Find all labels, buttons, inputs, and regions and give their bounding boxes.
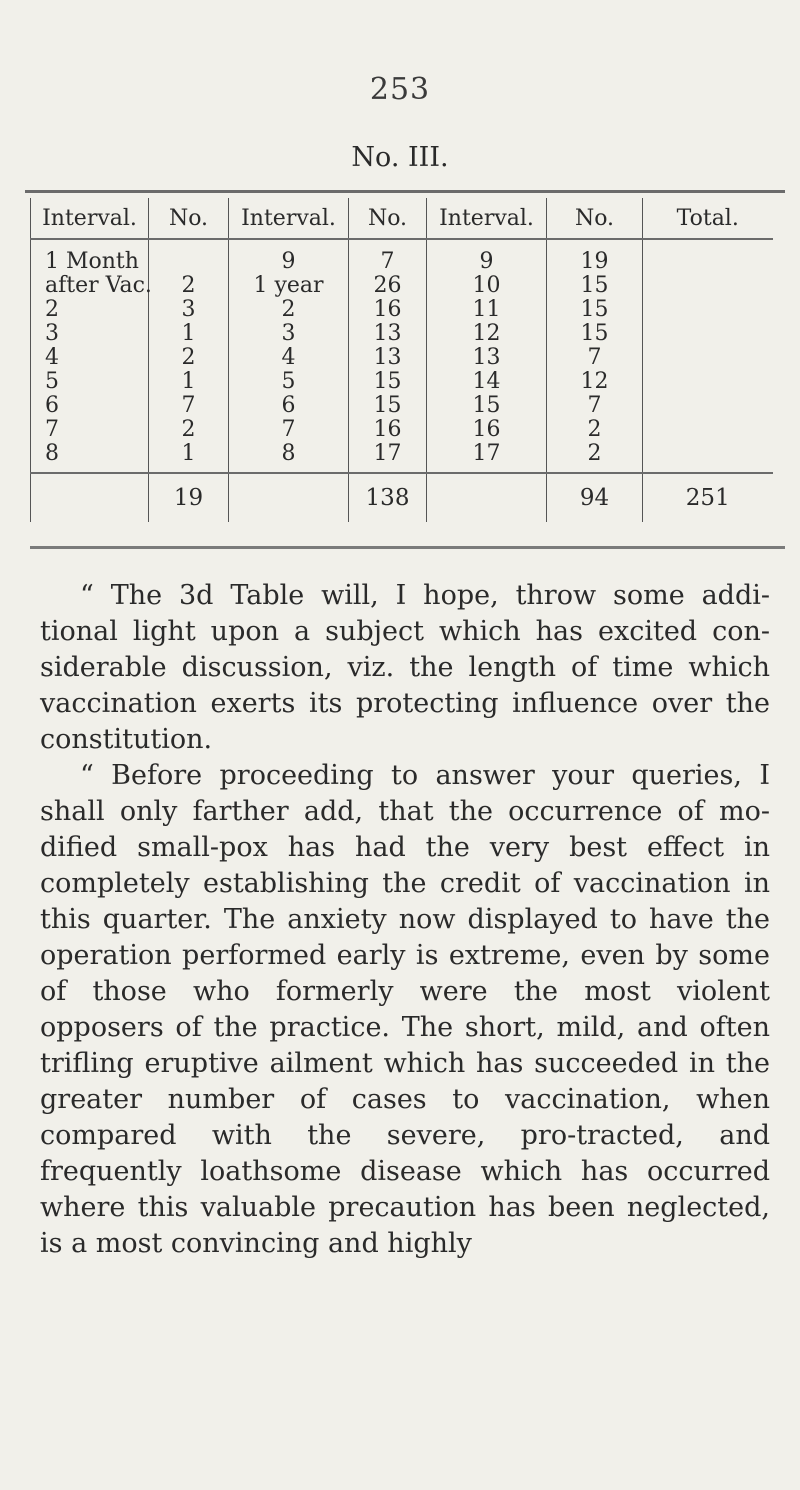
vaccination-interval-table <box>30 198 773 522</box>
table-cell: 16 <box>427 418 547 442</box>
table-cell: 1 <box>149 370 229 394</box>
table-cell: 7 <box>149 394 229 418</box>
table-cell: 4 <box>229 346 349 370</box>
table-cell: 16 <box>349 418 427 442</box>
table-cell: 2 <box>149 274 229 298</box>
table-cell <box>643 298 773 322</box>
table-cell: 1 year <box>229 274 349 298</box>
table-cell: 2 <box>229 298 349 322</box>
header-total: Total. <box>643 198 773 239</box>
total-cell: 94 <box>547 473 643 522</box>
table-cell: 2 <box>149 418 229 442</box>
table-cell: 10 <box>427 274 547 298</box>
total-cell: 251 <box>643 473 773 522</box>
table-cell: 5 <box>31 370 149 394</box>
total-cell <box>229 473 349 522</box>
header-interval-2: Interval. <box>229 198 349 239</box>
table-cell: 14 <box>427 370 547 394</box>
table-cell: 6 <box>31 394 149 418</box>
paragraph: “ The 3d Table will, I hope, throw some addi-tional light upon a subject which has excited con-siderable discussion, viz. the length of time which vaccination exerts its protecting influence over the constitution. <box>40 580 770 755</box>
table-bottom-rule <box>30 546 785 549</box>
table-cell: 2 <box>31 298 149 322</box>
table-cell: 15 <box>547 274 643 298</box>
table-cell: 2 <box>149 346 229 370</box>
body-text <box>40 578 770 1262</box>
table-cell: 3 <box>149 298 229 322</box>
header-no-1: No. <box>149 198 229 239</box>
table-cell: 15 <box>349 370 427 394</box>
table-row <box>31 274 773 298</box>
table-cell <box>643 418 773 442</box>
table-cell: 13 <box>349 322 427 346</box>
table-cell: 7 <box>31 418 149 442</box>
table-cell <box>643 442 773 473</box>
table-cell: 1 <box>149 322 229 346</box>
table-row <box>31 418 773 442</box>
table-cell: 6 <box>229 394 349 418</box>
table-cell <box>643 239 773 274</box>
table-row <box>31 239 773 274</box>
page-number: 253 <box>369 72 431 107</box>
table-cell: 15 <box>547 298 643 322</box>
table-cell: 12 <box>547 370 643 394</box>
table-cell: 19 <box>547 239 643 274</box>
table-cell: 13 <box>427 346 547 370</box>
header-no-3: No. <box>547 198 643 239</box>
table-row <box>31 346 773 370</box>
table-cell <box>643 346 773 370</box>
table-cell: 7 <box>229 418 349 442</box>
table-cell: 15 <box>427 394 547 418</box>
table-cell: 8 <box>31 442 149 473</box>
table-cell: after Vac. <box>31 274 149 298</box>
header-interval-3: Interval. <box>427 198 547 239</box>
table-header-row <box>31 198 773 239</box>
table-cell <box>643 274 773 298</box>
table-cell: 15 <box>349 394 427 418</box>
table-cell <box>643 370 773 394</box>
table-cell: 9 <box>427 239 547 274</box>
table-cell: 7 <box>349 239 427 274</box>
table-cell: 9 <box>229 239 349 274</box>
table-row <box>31 322 773 346</box>
table-cell <box>149 239 229 274</box>
total-cell <box>427 473 547 522</box>
table-cell: 5 <box>229 370 349 394</box>
table-cell: 1 Month <box>31 239 149 274</box>
header-no-2: No. <box>349 198 427 239</box>
table-cell: 13 <box>349 346 427 370</box>
table-cell: 3 <box>229 322 349 346</box>
table-cell: 7 <box>547 394 643 418</box>
header-interval-1: Interval. <box>31 198 149 239</box>
table-cell: 2 <box>547 418 643 442</box>
table-row <box>31 394 773 418</box>
table-cell: 26 <box>349 274 427 298</box>
table-cell: 15 <box>547 322 643 346</box>
total-cell: 138 <box>349 473 427 522</box>
table-cell: 16 <box>349 298 427 322</box>
table-row <box>31 442 773 473</box>
table-row <box>31 370 773 394</box>
table-cell <box>643 322 773 346</box>
table-cell: 12 <box>427 322 547 346</box>
table-cell: 1 <box>149 442 229 473</box>
table-row <box>31 298 773 322</box>
paragraph: “ Before proceeding to answer your queries, I shall only farther add, that the occurrence of mo-dified small-pox has had the very best effect in completely establishing the credit of vaccination in this quarter. The anxiety now displayed to have the operation performed early is extreme, even by some of those who formerly were the most violent opposers of the practice. The short, mild, and often trifling eruptive ailment which has succeeded in the greater number of cases to vaccination, when compared with the severe, pro-tracted, and frequently loathsome disease which has occurred where this valuable precaution has been neglected, is a most convincing and highly <box>40 760 770 1259</box>
table-cell <box>643 394 773 418</box>
table-cell: 8 <box>229 442 349 473</box>
table-cell: 17 <box>349 442 427 473</box>
table-cell: 11 <box>427 298 547 322</box>
table-title: No. III. <box>351 142 449 173</box>
table-cell: 7 <box>547 346 643 370</box>
total-cell: 19 <box>149 473 229 522</box>
table-cell: 3 <box>31 322 149 346</box>
table-cell: 4 <box>31 346 149 370</box>
table-cell: 17 <box>427 442 547 473</box>
table-top-rule <box>25 190 785 193</box>
table-totals-row <box>31 473 773 522</box>
total-cell <box>31 473 149 522</box>
table-cell: 2 <box>547 442 643 473</box>
